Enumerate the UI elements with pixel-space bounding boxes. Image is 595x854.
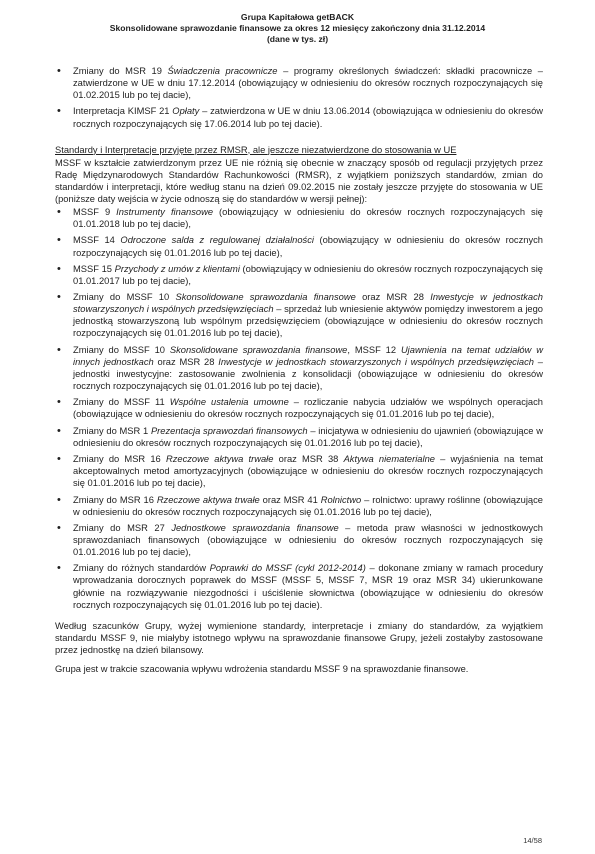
list-item (55, 291, 543, 339)
text-run: MSSF 14 (73, 235, 121, 246)
italic-text: Jednostkowe sprawozdania finansowe (171, 522, 339, 533)
section-title: Standardy i Interpretacje przyjęte przez RMSR, ale jeszcze niezatwierdzone do stosowania w UE (55, 144, 457, 155)
italic-text: Opłaty (172, 106, 200, 117)
italic-text: Inwestycje w jednostkach stowarzyszonych i wspólnych przedsięwzięciach (73, 292, 543, 315)
list-item (55, 425, 543, 449)
text-run: (obowiązujący w odniesieniu do okresów rocznych rozpoczynających się 01.01.2018 lub po tej dacie), (73, 207, 543, 230)
text-run: Zmiany do MSR 27 (73, 522, 172, 533)
document-header (0, 12, 595, 45)
text-run: Zmiany do MSR 19 (73, 66, 168, 76)
list-item (55, 562, 543, 610)
italic-text: Wspólne ustalenia umowne (169, 397, 289, 408)
italic-text: Inwestycje w jednostkach stowarzyszonych i wspólnych przedsięwzięciach (218, 356, 534, 367)
text-run: – inicjatywa w odniesieniu do ujawnień (obowiązujące w odniesieniu do okresów rocznych rozpoczynających się 01.01.2016 lub po tej dacie), (73, 425, 543, 448)
text-run: Zmiany do różnych standardów (73, 563, 210, 574)
text-run: – wyjaśnienia na temat akceptowalnych metod amortyzacyjnych (obowiązujące w odniesieniu do okresów rocznych rozpoczynających się 01.01.2016 lub po tej dacie), (73, 454, 543, 489)
approved-changes-list (55, 65, 543, 130)
header-units: (dane w tys. zł) (266, 34, 329, 44)
text-run: Zmiany do MSR 16 (73, 494, 157, 505)
list-item (55, 234, 543, 258)
final-paragraph: Grupa jest w trakcie szacowania wpływu wdrożenia standardu MSSF 9 na sprawozdanie finansowe. (55, 664, 469, 674)
italic-text: Skonsolidowane sprawozdania finansowe (169, 344, 348, 355)
italic-text: Skonsolidowane sprawozdania finansowe (175, 292, 356, 303)
pending-standards-list (55, 206, 543, 611)
text-run: – rozliczanie nabycia udziałów we wspólnych operacjach (obowiązujące w odniesieniu do okresów rocznych rozpoczynających się 01.01.2016 lub po tej dacie), (73, 397, 544, 420)
text-run: oraz MSR 41 (259, 494, 321, 505)
header-company: Grupa Kapitałowa getBACK (240, 12, 355, 22)
text-run: – metoda praw własności w jednostkowych sprawozdaniach finansowych (obowiązujące w odniesieniu do okresów rocznych rozpoczynających się 01.01.2016 lub po tej dacie), (73, 522, 543, 558)
document-body (55, 65, 543, 675)
text-run: oraz MSR 38 (273, 454, 344, 465)
list-item (55, 396, 543, 420)
text-run: Zmiany do MSSF 10 (73, 292, 176, 303)
italic-text: Rzeczowe aktywa trwałe (165, 454, 274, 465)
text-run: Zmiany do MSR 16 (73, 454, 166, 465)
italic-text: Aktywa niematerialne (343, 454, 435, 465)
italic-text: Rolnictwo (320, 494, 362, 505)
italic-text: Instrumenty finansowe (116, 207, 214, 218)
text-run: Zmiany do MSSF 10 (73, 344, 170, 355)
list-item (55, 344, 543, 392)
text-run: – rolnictwo: uprawy roślinne (obowiązujące w odniesieniu do okresów rocznych rozpoczynających się 01.01.2016 lub po tej dacie), (73, 494, 543, 517)
text-run: MSSF 9 (73, 207, 117, 218)
text-run: Zmiany do MSSF 11 (73, 397, 170, 408)
text-run: MSSF 15 (73, 263, 115, 274)
text-run: (obowiązujący w odniesieniu do okresów rocznych rozpoczynających się 01.01.2017 lub po tej dacie), (73, 263, 543, 286)
text-run: – sprzedaż lub wniesienie aktywów pomiędzy inwestorem a jego jednostką stowarzyszoną lub wspólnym przedsięwzięciem (obowiązujące w odniesieniu do okresów rocznych rozpoczynających się 01.01.2016 lub po tej dacie), (73, 304, 544, 339)
italic-text: Prezentacja sprawozdań finansowych (150, 425, 308, 436)
italic-text: Poprawki do MSSF (cykl 2012-2014) (209, 563, 366, 574)
text-run: – zatwierdzona w UE w dniu 13.06.2014 (obowiązująca w odniesieniu do okresów rocznych rozpoczynających się 17.06.2014 lub po tej dacie). (73, 106, 544, 129)
text-run: Interpretacja KIMSF 21 (73, 106, 173, 117)
text-run: oraz MSR 28 (153, 356, 219, 367)
text-run: – jednostki inwestycyjne: zastosowanie zwolnienia z konsolidacji (obowiązujące w odniesieniu do okresów rocznych rozpoczynających się 01.01.2016 lub po tej dacie), (73, 356, 543, 391)
text-run: (obowiązujący w odniesieniu do okresów rocznych rozpoczynających się 01.01.2016 lub po tej dacie), (73, 235, 543, 258)
intro-paragraph: MSSF w kształcie zatwierdzonym przez UE nie różnią się obecnie w znaczący sposób od regulacji przyjętych przez Radę Międzynarodowych Standardów Rachunkowości (RMSR), z wyjątkiem poniższych standardów, zmian do standardów i interpretacji, które według stanu na dzień 09.02.2015 nie zostały jeszcze przyjęte do stosowania w UE (poniższe daty wejścia w życie odnoszą się do standardów w wersji pełnej): (55, 157, 543, 204)
italic-text: Przychody z umów z klientami (114, 263, 240, 274)
list-item (55, 522, 543, 558)
list-item (55, 65, 543, 101)
conclusion-paragraph: Według szacunków Grupy, wyżej wymienione standardy, interpretacje i zmiany do standardów, za wyjątkiem standardu MSSF 9, nie miałyby istotnego wpływu na sprawozdanie finansowe Grupy, jeżeli zostałyby zastosowane przez jednostkę na dzień bilansowy. (55, 620, 543, 655)
italic-text: Rzeczowe aktywa trwałe (156, 494, 260, 505)
list-item (55, 105, 543, 129)
header-report-title: Skonsolidowane sprawozdanie finansowe za okres 12 miesięcy zakończony dnia 31.12.2014 (109, 23, 486, 33)
text-run: – programy określonych świadczeń: składki pracownicze – zatwierdzone w UE w dniu 17.12.2014 (obowiązujący w odniesieniu do okresów rocznych rozpoczynających się 01.02.2015 lub po tej dacie), (73, 66, 543, 101)
text-run: , MSSF 12 (347, 344, 401, 355)
list-item (55, 453, 543, 489)
italic-text: Świadczenia pracownicze (167, 66, 278, 76)
page-number: 14/58 (523, 836, 542, 845)
list-item (55, 263, 543, 287)
list-item (55, 494, 543, 518)
list-item (55, 206, 543, 230)
italic-text: Ujawnienia na temat udziałów w innych jednostkach (73, 344, 543, 367)
text-run: oraz MSR 28 (355, 292, 431, 303)
italic-text: Odroczone salda z regulowanej działalności (120, 235, 314, 246)
text-run: Zmiany do MSR 1 (73, 425, 151, 436)
text-run: – dokonane zmiany w ramach procedury wprowadzania dorocznych poprawek do MSSF (MSSF 5, MSSF 7, MSR 19 oraz MSR 34) ukierunkowane głównie na rozwiązywanie niezgodności i uściślenie słownictwa (obowiązujące w odniesieniu do okresów rocznych rozpoczynających się 01.01.2016 lub po tej dacie). (73, 563, 543, 610)
